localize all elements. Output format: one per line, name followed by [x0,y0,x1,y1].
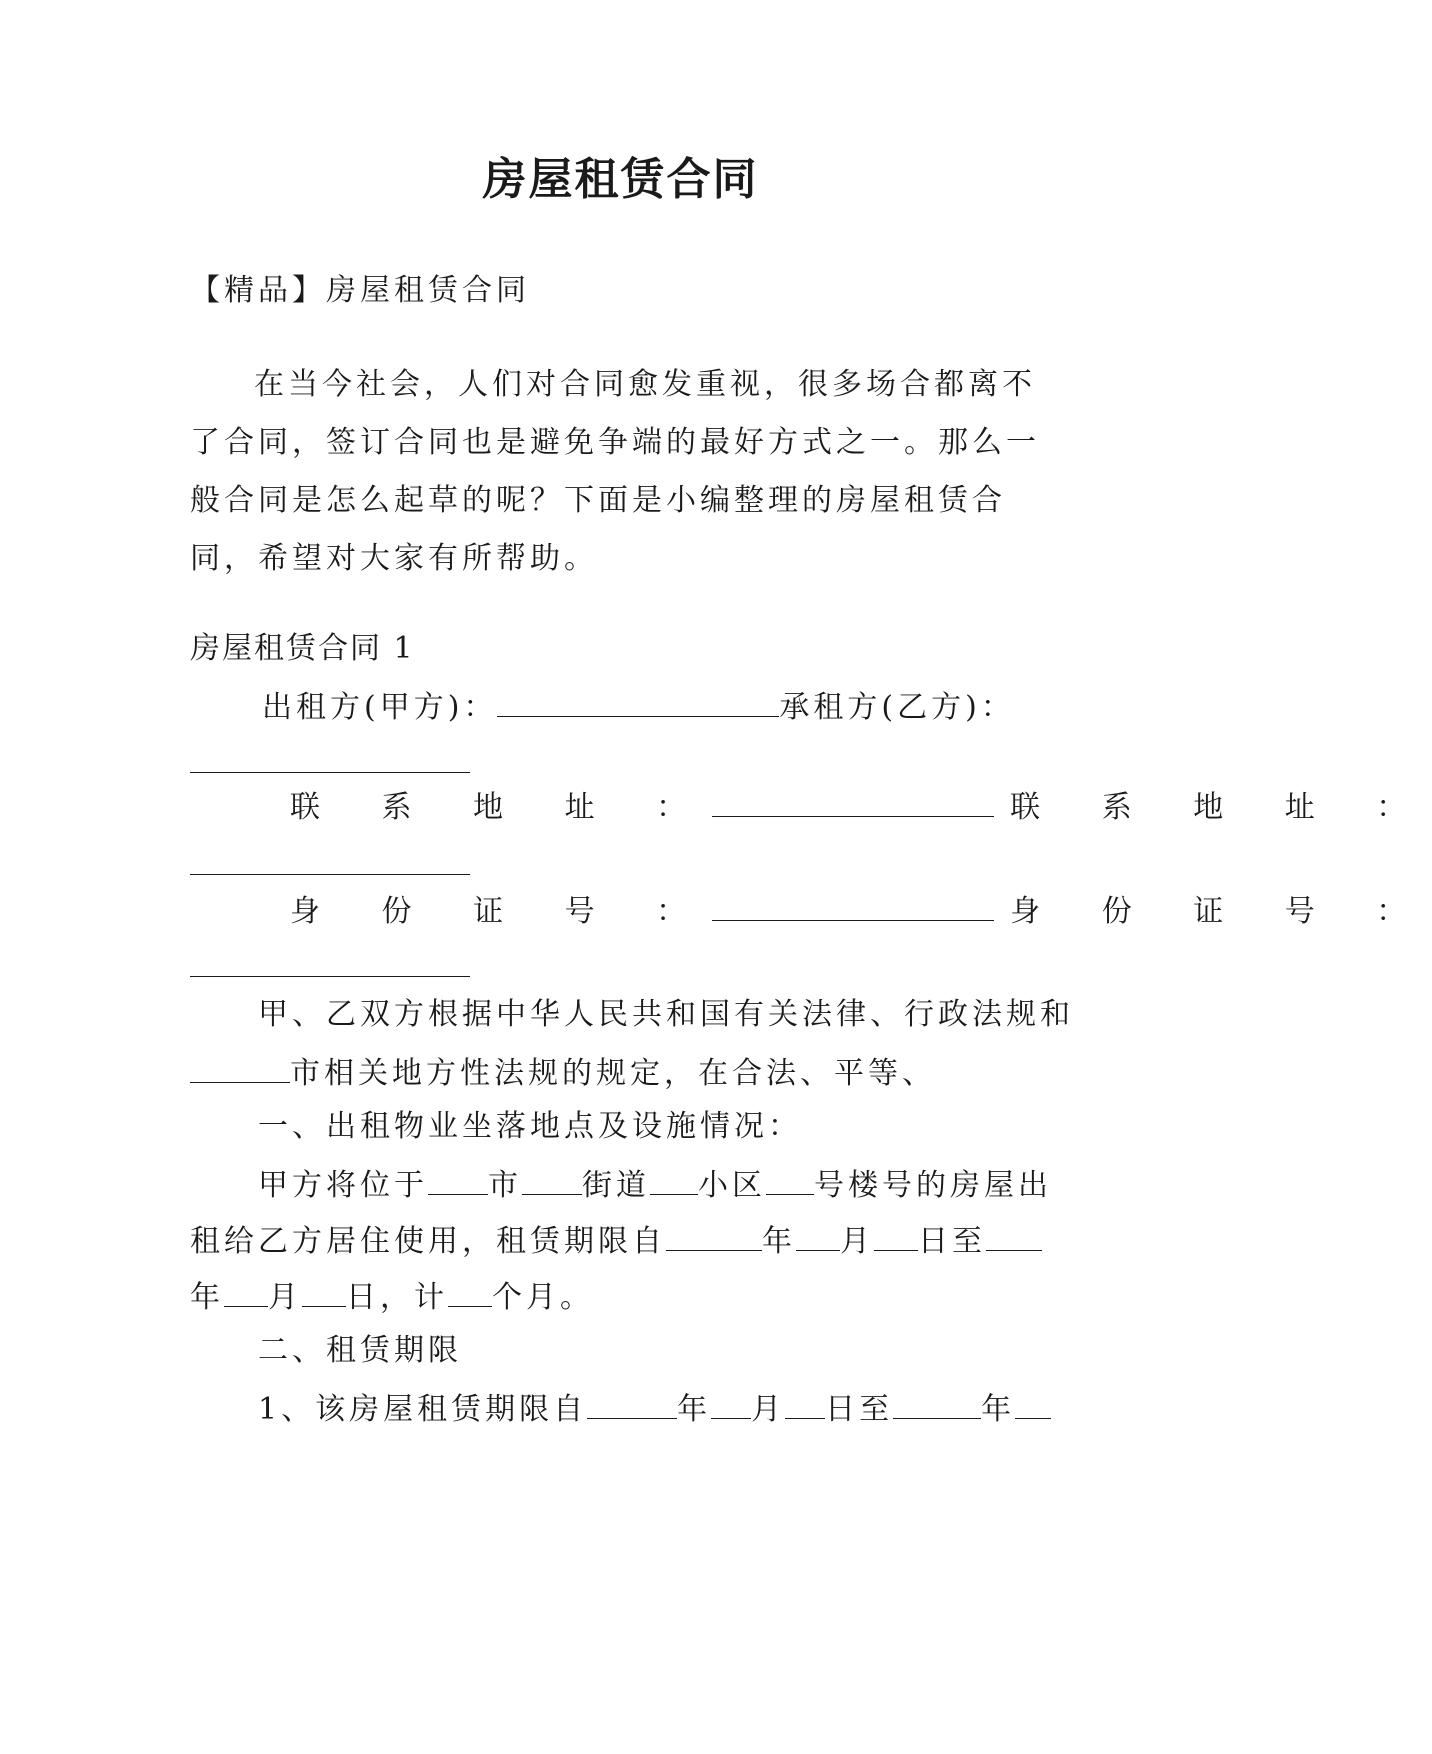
blank-city[interactable] [428,1154,488,1195]
clause1-line2-c: 月 [840,1224,874,1259]
clause1-line3-d: 个月。 [492,1280,594,1315]
blank-term-start-year[interactable] [587,1378,677,1419]
clause1-line2-a: 租给乙方居住使用，租赁期限自 [190,1224,666,1259]
blank-months[interactable] [448,1266,492,1307]
lessor-row [262,676,1015,737]
lessee-label: 承租方(乙方)： [779,690,1015,725]
clause1-line1-c: 街道 [582,1168,650,1203]
blank-start-month[interactable] [796,1210,840,1251]
blank-end-year-a[interactable] [986,1210,1042,1251]
blank-community[interactable] [650,1154,698,1195]
blank-end-day[interactable] [302,1266,346,1307]
clause2-line1-c: 月 [751,1392,786,1427]
id-blank-left[interactable] [712,880,994,921]
id-row [290,880,1432,941]
clause1-line-2 [190,1210,1042,1271]
blank-term-end-year[interactable] [893,1378,981,1419]
clause1-line3-b: 月 [268,1280,302,1315]
blank-building[interactable] [766,1154,814,1195]
clause1-line1-e: 号楼号的房屋出 [814,1168,1052,1203]
clause1-line1-d: 小区 [698,1168,766,1203]
city-blank[interactable] [190,1042,290,1083]
blank-term-start-month[interactable] [711,1378,751,1419]
lessee-blank[interactable] [190,732,470,773]
address-label-right: 联 系 地 址 ： [1010,790,1432,825]
lessor-blank[interactable] [497,676,779,717]
section-heading: 房屋租赁合同 1 [190,631,415,666]
address-row [290,776,1432,837]
clause2-line1-a: 1、该房屋租赁期限自 [258,1392,588,1427]
clause1-line2-d: 日至 [918,1224,986,1259]
blank-term-start-day[interactable] [785,1378,825,1419]
address-blank-left[interactable] [712,776,994,817]
intro-paragraph: 在当今社会，人们对合同愈发重视，很多场合都离不了合同，签订合同也是避免争端的最好方式之一。那么一般合同是怎么起草的呢？下面是小编整理的房屋租赁合同，希望对大家有所帮助。 [190,367,1040,576]
clause1-line-3 [190,1266,594,1327]
blank-start-year[interactable] [666,1210,762,1251]
clause2-line1-b: 年 [677,1392,712,1427]
blank-end-month[interactable] [224,1266,268,1307]
clause2-line1-d: 日至 [825,1392,894,1427]
clause2-line1-e: 年 [981,1392,1016,1427]
lessor-label: 出租方(甲方)： [262,690,498,725]
clause1-line-1 [258,1154,1052,1215]
clause1-line1-a: 甲方将位于 [258,1168,428,1203]
document-title: 房屋租赁合同 [482,154,759,205]
blank-start-day[interactable] [874,1210,918,1251]
blank-term-end-month[interactable] [1015,1378,1051,1419]
basis-line-1: 甲、乙双方根据中华人民共和国有关法律、行政法规和 [258,997,1074,1032]
document-subtitle: 【精品】房屋租赁合同 [190,273,530,308]
clause1-line3-c: 日，计 [346,1280,448,1315]
basis-line-2-text: 市相关地方性法规的规定，在合法、平等、 [290,1056,936,1091]
clause2-heading: 二、租赁期限 [258,1333,462,1368]
address-label-left: 联 系 地 址 ： [290,790,713,825]
clause1-heading: 一、出租物业坐落地点及设施情况： [258,1109,802,1144]
id-label-right: 身 份 证 号 ： [1010,894,1432,929]
clause1-line3-a: 年 [190,1280,224,1315]
clause2-line-1 [258,1378,1051,1439]
blank-street[interactable] [522,1154,582,1195]
basis-line-2 [190,1042,936,1103]
id-label-left: 身 份 证 号 ： [290,894,713,929]
clause1-line1-b: 市 [488,1168,522,1203]
address-blank-right[interactable] [190,834,470,875]
clause1-line2-b: 年 [762,1224,796,1259]
id-blank-right[interactable] [190,936,470,977]
